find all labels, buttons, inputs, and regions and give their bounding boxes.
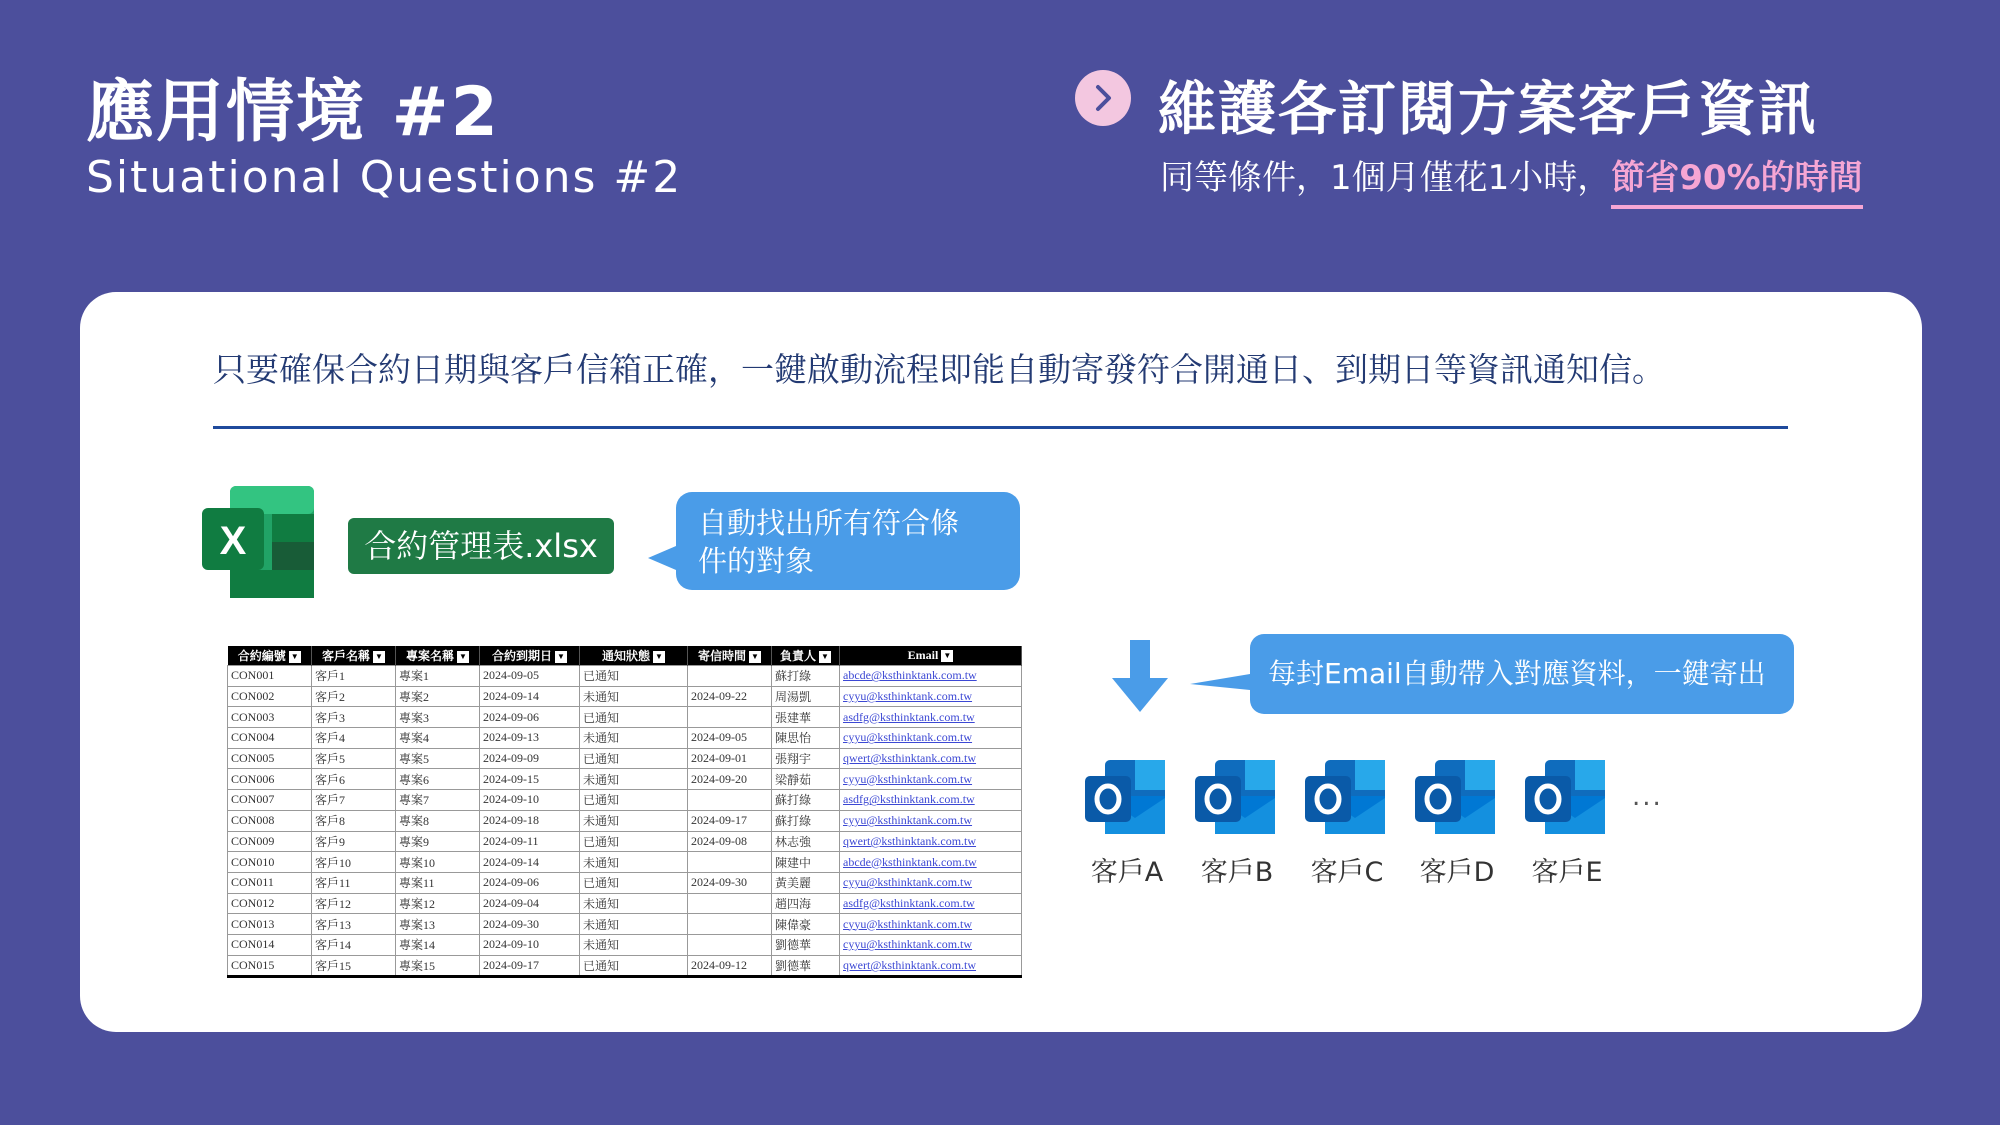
customer-label: 客戶E: [1531, 857, 1603, 888]
table-cell: 未通知: [580, 810, 688, 831]
table-cell: [688, 790, 772, 811]
table-cell: 未通知: [580, 934, 688, 955]
filter-dropdown-icon: ▼: [819, 651, 831, 663]
table-cell: CON011: [228, 872, 312, 893]
arrow-down-icon: [1108, 640, 1172, 718]
contract-spreadsheet: [227, 646, 1022, 978]
email-cell: cyyu@ksthinktank.com.tw: [840, 686, 1022, 707]
table-cell: 專案12: [396, 893, 480, 914]
email-cell: abcde@ksthinktank.com.tw: [840, 666, 1022, 687]
customer-label: 客戶C: [1310, 857, 1384, 888]
sheet-header-label: 負責人: [779, 649, 816, 663]
table-row: [228, 852, 1022, 873]
table-cell: 未通知: [580, 852, 688, 873]
table-cell: 專案5: [396, 748, 480, 769]
sheet-header-cell: [772, 646, 840, 666]
table-cell: CON010: [228, 852, 312, 873]
table-cell: 陳思怡: [772, 728, 840, 749]
table-cell: 2024-09-10: [480, 790, 580, 811]
table-cell: 周湯凱: [772, 686, 840, 707]
sheet-header-label: 客戶名稱: [321, 649, 370, 663]
more-customers-ellipsis: ...: [1632, 782, 1663, 812]
table-cell: 趙四海: [772, 893, 840, 914]
sheet-header-cell: [580, 646, 688, 666]
table-cell: 2024-09-18: [480, 810, 580, 831]
table-cell: [688, 852, 772, 873]
table-cell: 未通知: [580, 893, 688, 914]
table-cell: CON015: [228, 955, 312, 977]
customer-label: 客戶D: [1419, 857, 1495, 888]
email-cell: cyyu@ksthinktank.com.tw: [840, 810, 1022, 831]
table-cell: 客戶15: [312, 955, 396, 977]
table-row: [228, 810, 1022, 831]
table-cell: 2024-09-14: [480, 686, 580, 707]
table-cell: 2024-09-22: [688, 686, 772, 707]
table-cell: 客戶10: [312, 852, 396, 873]
table-cell: 客戶1: [312, 666, 396, 687]
table-cell: 專案8: [396, 810, 480, 831]
table-row: [228, 893, 1022, 914]
customer-outlook-item: [1083, 758, 1173, 889]
table-cell: 客戶9: [312, 831, 396, 852]
sheet-header-cell: [228, 646, 312, 666]
customer-outlook-item: [1303, 758, 1393, 889]
outlook-icon: [1193, 758, 1279, 838]
table-cell: 客戶6: [312, 769, 396, 790]
table-row: [228, 914, 1022, 935]
table-cell: 專案10: [396, 852, 480, 873]
table-cell: 已通知: [580, 872, 688, 893]
sheet-header-cell: [396, 646, 480, 666]
outlook-icon: [1303, 758, 1389, 838]
table-cell: 客戶13: [312, 914, 396, 935]
scenario-subtitle: [1160, 150, 1863, 209]
customer-label: 客戶A: [1090, 857, 1164, 888]
table-row: [228, 934, 1022, 955]
table-cell: 2024-09-09: [480, 748, 580, 769]
sheet-header-cell: [840, 646, 1022, 666]
excel-icon: [200, 484, 316, 604]
outlook-icon: [1413, 758, 1499, 838]
email-cell: asdfg@ksthinktank.com.tw: [840, 790, 1022, 811]
table-row: [228, 707, 1022, 728]
table-cell: 林志強: [772, 831, 840, 852]
table-cell: CON003: [228, 707, 312, 728]
table-cell: CON004: [228, 728, 312, 749]
table-cell: 2024-09-14: [480, 852, 580, 873]
table-cell: 2024-09-12: [688, 955, 772, 977]
table-cell: 專案11: [396, 872, 480, 893]
callout-find-targets-line1: 自動找出所有符合條: [698, 506, 960, 540]
table-cell: CON013: [228, 914, 312, 935]
filter-dropdown-icon: ▼: [555, 651, 567, 663]
table-cell: 專案1: [396, 666, 480, 687]
customer-outlook-item: [1193, 758, 1283, 889]
table-cell: 張建華: [772, 707, 840, 728]
table-cell: 已通知: [580, 831, 688, 852]
table-cell: CON014: [228, 934, 312, 955]
table-cell: [688, 707, 772, 728]
table-cell: 專案13: [396, 914, 480, 935]
email-cell: qwert@ksthinktank.com.tw: [840, 955, 1022, 977]
table-row: [228, 769, 1022, 790]
table-cell: 專案9: [396, 831, 480, 852]
sheet-header-cell: [480, 646, 580, 666]
table-cell: 專案14: [396, 934, 480, 955]
email-cell: cyyu@ksthinktank.com.tw: [840, 728, 1022, 749]
sheet-header-label: 專案名稱: [405, 649, 454, 663]
filter-dropdown-icon: ▼: [653, 651, 665, 663]
email-cell: abcde@ksthinktank.com.tw: [840, 852, 1022, 873]
table-cell: 蘇打綠: [772, 790, 840, 811]
table-cell: 專案15: [396, 955, 480, 977]
sheet-header-label: 合約到期日: [491, 649, 552, 663]
table-cell: 已通知: [580, 748, 688, 769]
table-cell: 2024-09-10: [480, 934, 580, 955]
table-cell: CON002: [228, 686, 312, 707]
content-card: [80, 292, 1922, 1032]
table-cell: 客戶14: [312, 934, 396, 955]
table-cell: 專案7: [396, 790, 480, 811]
sheet-header-label: 合約編號: [237, 649, 286, 663]
table-cell: 2024-09-17: [688, 810, 772, 831]
table-cell: 未通知: [580, 769, 688, 790]
table-cell: [688, 934, 772, 955]
filter-dropdown-icon: ▼: [749, 651, 761, 663]
email-cell: cyyu@ksthinktank.com.tw: [840, 872, 1022, 893]
sheet-header-label: 寄信時間: [697, 649, 746, 663]
divider: [213, 426, 1788, 429]
sheet-header-cell: [312, 646, 396, 666]
table-cell: 專案4: [396, 728, 480, 749]
table-cell: CON001: [228, 666, 312, 687]
table-cell: 2024-09-05: [480, 666, 580, 687]
table-cell: 2024-09-11: [480, 831, 580, 852]
table-cell: 客戶12: [312, 893, 396, 914]
table-cell: 蘇打綠: [772, 810, 840, 831]
table-cell: 劉德華: [772, 934, 840, 955]
lead-text: 只要確保合約日期與客戶信箱正確，一鍵啟動流程即能自動寄發符合開通日、到期日等資訊通知信。: [213, 350, 1665, 389]
table-cell: 客戶11: [312, 872, 396, 893]
table-cell: CON005: [228, 748, 312, 769]
svg-text:X: X: [219, 519, 247, 563]
sheet-header-label: 通知狀態: [601, 649, 650, 663]
table-cell: 客戶8: [312, 810, 396, 831]
scenario-title: 維護各訂閱方案客戶資訊: [1158, 75, 1819, 143]
table-cell: CON007: [228, 790, 312, 811]
table-row: [228, 666, 1022, 687]
table-cell: CON012: [228, 893, 312, 914]
table-cell: 客戶3: [312, 707, 396, 728]
scenario-subtitle-prefix: 同等條件，1個月僅花1小時，: [1160, 158, 1612, 198]
table-cell: 專案3: [396, 707, 480, 728]
table-cell: 劉德華: [772, 955, 840, 977]
table-row: [228, 748, 1022, 769]
table-cell: 2024-09-04: [480, 893, 580, 914]
table-cell: 蘇打綠: [772, 666, 840, 687]
file-name-badge: 合約管理表.xlsx: [348, 518, 614, 574]
table-cell: 張翔宇: [772, 748, 840, 769]
table-cell: 黃美麗: [772, 872, 840, 893]
table-cell: 已通知: [580, 666, 688, 687]
table-cell: 2024-09-13: [480, 728, 580, 749]
email-cell: cyyu@ksthinktank.com.tw: [840, 914, 1022, 935]
table-cell: 未通知: [580, 686, 688, 707]
table-cell: 未通知: [580, 728, 688, 749]
email-cell: asdfg@ksthinktank.com.tw: [840, 707, 1022, 728]
table-cell: 專案2: [396, 686, 480, 707]
table-cell: [688, 893, 772, 914]
table-cell: 陳偉豪: [772, 914, 840, 935]
filter-dropdown-icon: ▼: [941, 650, 953, 662]
table-row: [228, 728, 1022, 749]
table-cell: 客戶4: [312, 728, 396, 749]
table-cell: 2024-09-30: [480, 914, 580, 935]
table-cell: 2024-09-08: [688, 831, 772, 852]
chevron-right-icon: [1075, 70, 1131, 126]
callout-auto-send: 每封Email自動帶入對應資料，一鍵寄出: [1250, 634, 1794, 714]
table-cell: [688, 666, 772, 687]
table-cell: 客戶2: [312, 686, 396, 707]
table-cell: CON009: [228, 831, 312, 852]
table-cell: 2024-09-17: [480, 955, 580, 977]
table-cell: 已通知: [580, 955, 688, 977]
table-row: [228, 872, 1022, 893]
email-cell: cyyu@ksthinktank.com.tw: [840, 934, 1022, 955]
sheet-header-cell: [688, 646, 772, 666]
table-row: [228, 790, 1022, 811]
filter-dropdown-icon: ▼: [457, 651, 469, 663]
table-cell: 已通知: [580, 707, 688, 728]
table-cell: 專案6: [396, 769, 480, 790]
table-cell: 梁靜茹: [772, 769, 840, 790]
table-cell: CON008: [228, 810, 312, 831]
email-cell: qwert@ksthinktank.com.tw: [840, 831, 1022, 852]
filter-dropdown-icon: ▼: [373, 651, 385, 663]
outlook-icon: [1523, 758, 1609, 838]
customer-outlook-item: [1523, 758, 1613, 889]
outlook-icon: [1083, 758, 1169, 838]
email-cell: asdfg@ksthinktank.com.tw: [840, 893, 1022, 914]
email-cell: qwert@ksthinktank.com.tw: [840, 748, 1022, 769]
table-cell: 2024-09-06: [480, 872, 580, 893]
table-cell: 客戶7: [312, 790, 396, 811]
sheet-header-label: Email: [907, 648, 939, 662]
table-cell: 2024-09-15: [480, 769, 580, 790]
email-cell: cyyu@ksthinktank.com.tw: [840, 769, 1022, 790]
table-cell: 2024-09-06: [480, 707, 580, 728]
customer-outlook-item: [1413, 758, 1503, 889]
callout-find-targets: [676, 492, 1020, 590]
table-row: [228, 831, 1022, 852]
table-cell: 2024-09-05: [688, 728, 772, 749]
table-cell: 未通知: [580, 914, 688, 935]
filter-dropdown-icon: ▼: [289, 651, 301, 663]
customer-label: 客戶B: [1200, 857, 1274, 888]
table-cell: 客戶5: [312, 748, 396, 769]
table-row: [228, 686, 1022, 707]
table-cell: CON006: [228, 769, 312, 790]
table-cell: 2024-09-01: [688, 748, 772, 769]
page-subtitle: Situational Questions #2: [86, 152, 683, 203]
table-cell: 2024-09-30: [688, 872, 772, 893]
page-title: 應用情境 #2: [86, 73, 500, 152]
callout-find-targets-line2: 件的對象: [698, 544, 815, 578]
table-cell: 陳建中: [772, 852, 840, 873]
scenario-subtitle-highlight: 節省90%的時間: [1611, 150, 1862, 209]
table-row: [228, 955, 1022, 977]
table-cell: 2024-09-20: [688, 769, 772, 790]
table-cell: 已通知: [580, 790, 688, 811]
table-cell: [688, 914, 772, 935]
